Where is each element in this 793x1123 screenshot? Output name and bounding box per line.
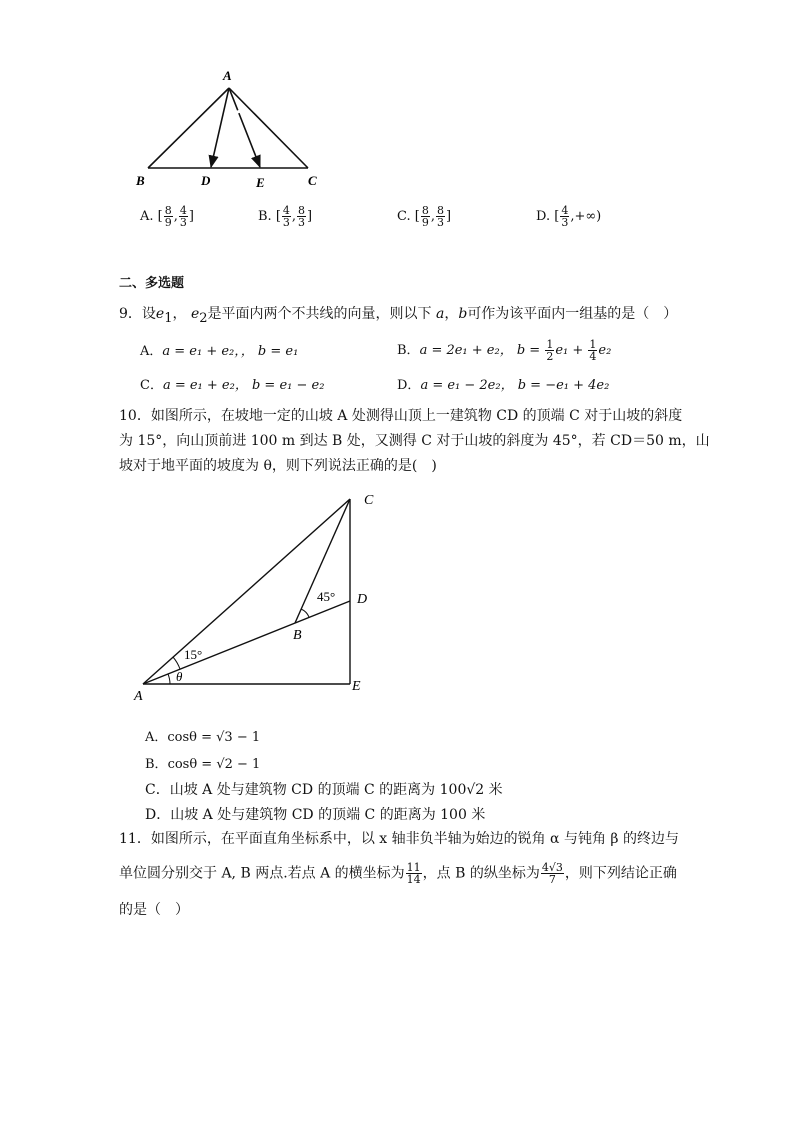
angle-theta-arc xyxy=(168,674,170,684)
q9-option-d[interactable]: D．a = e₁ − 2e₂， b = −e₁ + 4e₂ xyxy=(397,378,610,393)
q10-line-2: 为 15°，向山顶前进 100 m 到达 B 处，又测得 C 对于山坡的斜度为 45°，若 CD＝50 m，山 xyxy=(119,433,710,449)
q10-option-d[interactable]: D．山坡 A 处与建筑物 CD 的顶端 C 的距离为 100 米 xyxy=(145,807,486,823)
q10-option-c[interactable]: C．山坡 A 处与建筑物 CD 的顶端 C 的距离为 100√2 米 xyxy=(145,782,503,798)
q9-option-c[interactable]: C．a = e₁ + e₂， b = e₁ − e₂ xyxy=(140,378,325,393)
label-c: C xyxy=(364,493,374,508)
angle-45-label: 45° xyxy=(317,589,336,604)
label-b: B xyxy=(136,173,145,188)
q10-line-1: 10．如图所示，在坡地一定的山坡 A 处测得山顶上一建筑物 CD 的顶端 C 对于山坡的斜度 xyxy=(119,408,683,424)
q10-option-a[interactable]: A．cosθ = √3 − 1 xyxy=(145,730,261,745)
q9-option-b[interactable]: B．a = 2e₁ + e₂， b = $\frac{1}{2}$ e₁ + $\frac{1}{4}$ e₂ xyxy=(397,338,612,363)
vector-ad xyxy=(211,88,229,167)
angle-theta-label: θ xyxy=(176,669,183,684)
q10-option-b[interactable]: B．cosθ = √2 − 1 xyxy=(145,757,261,772)
label-a: A xyxy=(134,689,143,704)
angle-15-arc xyxy=(173,657,180,669)
q9-option-a[interactable]: A．a = e₁ + e₂，， b = e₁ xyxy=(140,344,299,359)
angle-15-label: 15° xyxy=(184,647,203,662)
q9-stem: 9．设$e_1$， $e_2$是平面内两个不共线的向量，则以下 a，b可作为该平面内一组基的是（ ） xyxy=(119,306,678,326)
q11-line-3: 的是（ ） xyxy=(119,902,189,918)
label-e: E xyxy=(352,679,361,694)
slope-figure xyxy=(128,484,388,704)
q11-line-1: 11．如图所示，在平面直角坐标系中，以 x 轴非负半轴为始边的锐角 α 与钝角 β 的终边与 xyxy=(119,831,679,847)
triangle-abc-figure xyxy=(130,64,330,189)
label-c: C xyxy=(308,173,317,188)
segment-ab xyxy=(148,88,229,168)
segment-ac xyxy=(229,88,308,168)
label-d: D xyxy=(357,592,368,607)
label-b: B xyxy=(293,628,302,643)
q8-option-b[interactable]: B. [ $\frac{4}{3}$ , $\frac{8}{3}$ ] xyxy=(258,204,313,229)
q8-option-c[interactable]: C. [ $\frac{8}{9}$ , $\frac{8}{3}$ ] xyxy=(397,204,452,229)
q8-option-a[interactable]: A. [ $\frac{8}{9}$ , $\frac{4}{3}$ ] xyxy=(140,204,194,229)
label-a: A xyxy=(223,68,232,83)
section-heading-multiple-choice: 二、多选题 xyxy=(119,276,185,291)
q8-option-d[interactable]: D. [ $\frac{4}{3}$ ,+∞) xyxy=(536,204,602,229)
q10-line-3: 坡对于地平面的坡度为 θ，则下列说法正确的是( ) xyxy=(119,458,437,474)
angle-45-arc xyxy=(301,609,309,617)
label-d: D xyxy=(201,173,211,188)
label-e: E xyxy=(256,175,265,189)
vector-ae xyxy=(229,88,260,167)
segment-ad xyxy=(143,601,350,684)
q11-line-2: 单位圆分别交于 A, B 两点.若点 A 的横坐标为 $\frac{11}{14}$ ，点 B 的纵坐标为 $\frac{4√3}{7}$ ，则下列结论正确 xyxy=(119,861,677,886)
